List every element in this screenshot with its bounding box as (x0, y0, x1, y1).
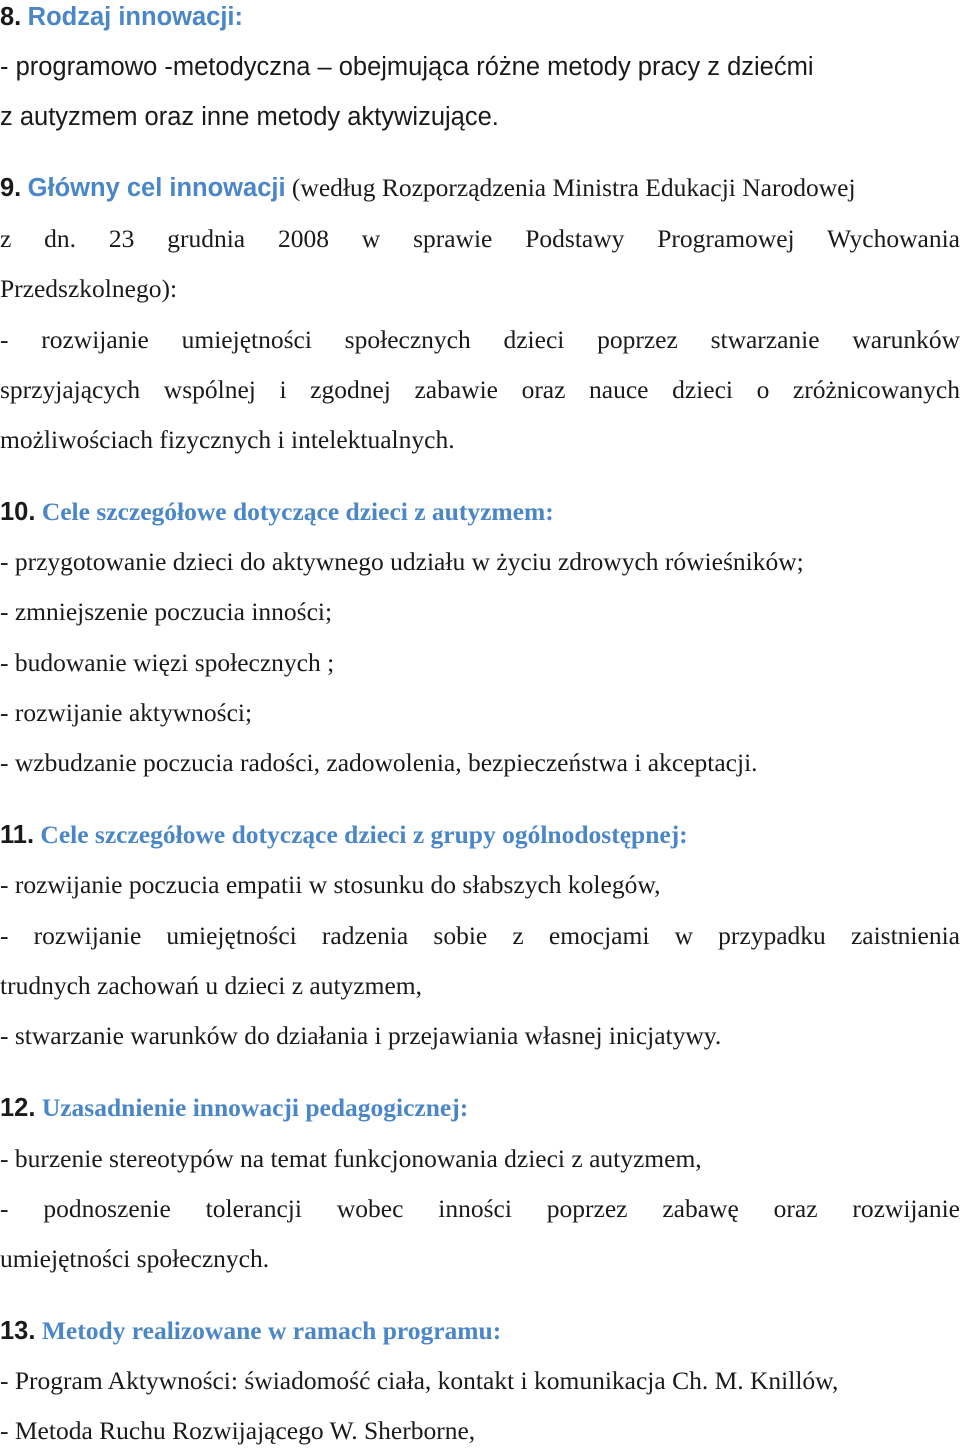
section-13-heading (0, 1316, 960, 1346)
section-number: 12. (0, 1094, 36, 1122)
section-title: Uzasadnienie innowacji pedagogicznej: (41, 1093, 469, 1122)
section-number: 10. (0, 498, 36, 526)
section-10-heading (0, 497, 960, 527)
section-12-line: umiejętności społecznych. (0, 1244, 270, 1273)
section-11-line: - rozwijanie poczucia empatii w stosunku do słabszych kolegów, (0, 870, 661, 899)
section-title: Cele szczegółowe dotyczące dzieci z autyzmem: (41, 497, 554, 526)
section-13-line: - Program Aktywności: świadomość ciała, kontakt i komunikacja Ch. M. Knillów, (0, 1366, 839, 1395)
section-title: Metody realizowane w ramach programu: (41, 1316, 502, 1345)
section-11-line: - rozwijanie umiejętności radzenia sobie z emocjami w przypadku zaistnienia (0, 921, 960, 950)
section-10-line: - rozwijanie aktywności; (0, 698, 253, 727)
section-title: Cele szczegółowe dotyczące dzieci z grupy ogólnodostępnej: (40, 820, 688, 849)
section-13-line: - Metoda Ruchu Rozwijającego W. Sherborne, (0, 1416, 476, 1445)
section-11-line: - stwarzanie warunków do działania i przejawiania własnej inicjatywy. (0, 1021, 722, 1050)
section-9-line: sprzyjających wspólnej i zgodnej zabawie oraz nauce dzieci o zróżnicowanych (0, 375, 960, 404)
section-title: Główny cel innowacji (27, 174, 286, 202)
section-title: Rodzaj innowacji: (27, 3, 243, 31)
section-number: 11. (0, 821, 35, 849)
section-9-line: z dn. 23 grudnia 2008 w sprawie Podstawy Programowej Wychowania (0, 224, 960, 253)
section-12-line: - podnoszenie tolerancji wobec inności poprzez zabawę oraz rozwijanie (0, 1194, 960, 1223)
section-10-line: - przygotowanie dzieci do aktywnego udziału w życiu zdrowych rówieśników; (0, 547, 804, 576)
section-number: 8. (0, 3, 22, 31)
section-10-line: - budowanie więzi społecznych ; (0, 648, 335, 677)
section-8-line: - programowo -metodyczna – obejmująca różne metody pracy z dziećmi (0, 53, 814, 81)
section-8-line: z autyzmem oraz inne metody aktywizujące. (0, 103, 499, 131)
section-11-heading (0, 820, 960, 850)
section-9-line: - rozwijanie umiejętności społecznych dzieci poprzez stwarzanie warunków (0, 325, 960, 354)
section-8-heading (0, 2, 960, 32)
section-12-heading (0, 1093, 960, 1123)
section-11-line: trudnych zachowań u dzieci z autyzmem, (0, 971, 422, 1000)
section-number: 9. (0, 174, 22, 202)
section-12-line: - burzenie stereotypów na temat funkcjonowania dzieci z autyzmem, (0, 1144, 702, 1173)
section-9-line: możliwościach fizycznych i intelektualnych. (0, 425, 455, 454)
section-10-line: - zmniejszenie poczucia inności; (0, 597, 333, 626)
section-10-line: - wzbudzanie poczucia radości, zadowolenia, bezpieczeństwa i akceptacji. (0, 748, 758, 777)
section-title-rest: (według Rozporządzenia Ministra Edukacji Narodowej (285, 173, 856, 202)
section-9-line: Przedszkolnego): (0, 274, 178, 303)
section-number: 13. (0, 1317, 36, 1345)
section-9-heading (0, 173, 960, 203)
